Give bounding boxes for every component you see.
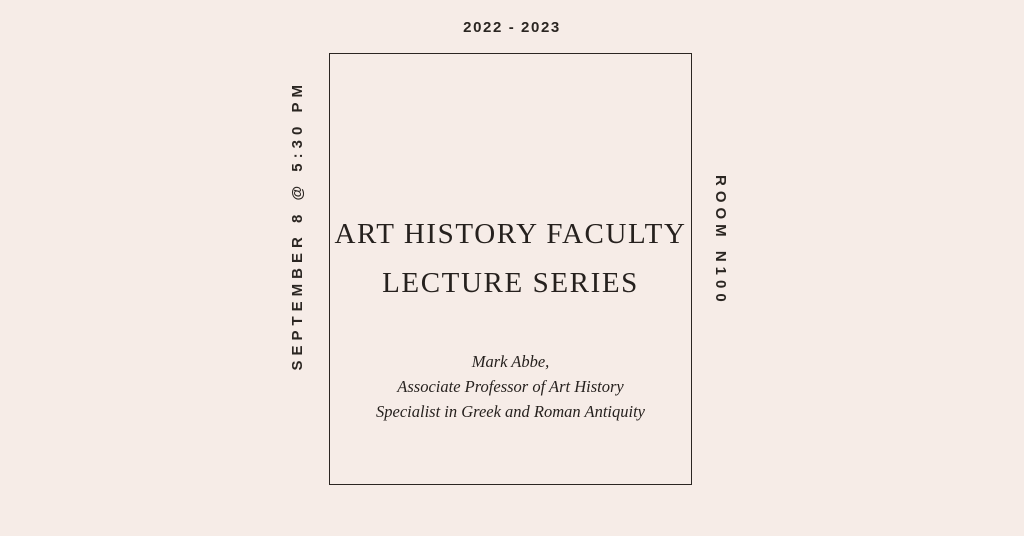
poster-title-line-2: LECTURE SERIES (382, 267, 639, 300)
poster-title (334, 210, 686, 310)
speaker-role: Associate Professor of Art History (397, 377, 624, 397)
poster-frame (329, 53, 692, 485)
room-label: ROOM N100 (712, 175, 729, 307)
speaker-name: Mark Abbe, (471, 352, 550, 372)
speaker-block (376, 349, 645, 424)
frame-content (330, 54, 691, 484)
year-range-label: 2022 - 2023 (463, 19, 561, 36)
poster-title-line-1: ART HISTORY FACULTY (334, 217, 687, 250)
speaker-specialty: Specialist in Greek and Roman Antiquity (376, 402, 645, 422)
date-time-label: SEPTEMBER 8 @ 5:30 PM (289, 80, 306, 371)
